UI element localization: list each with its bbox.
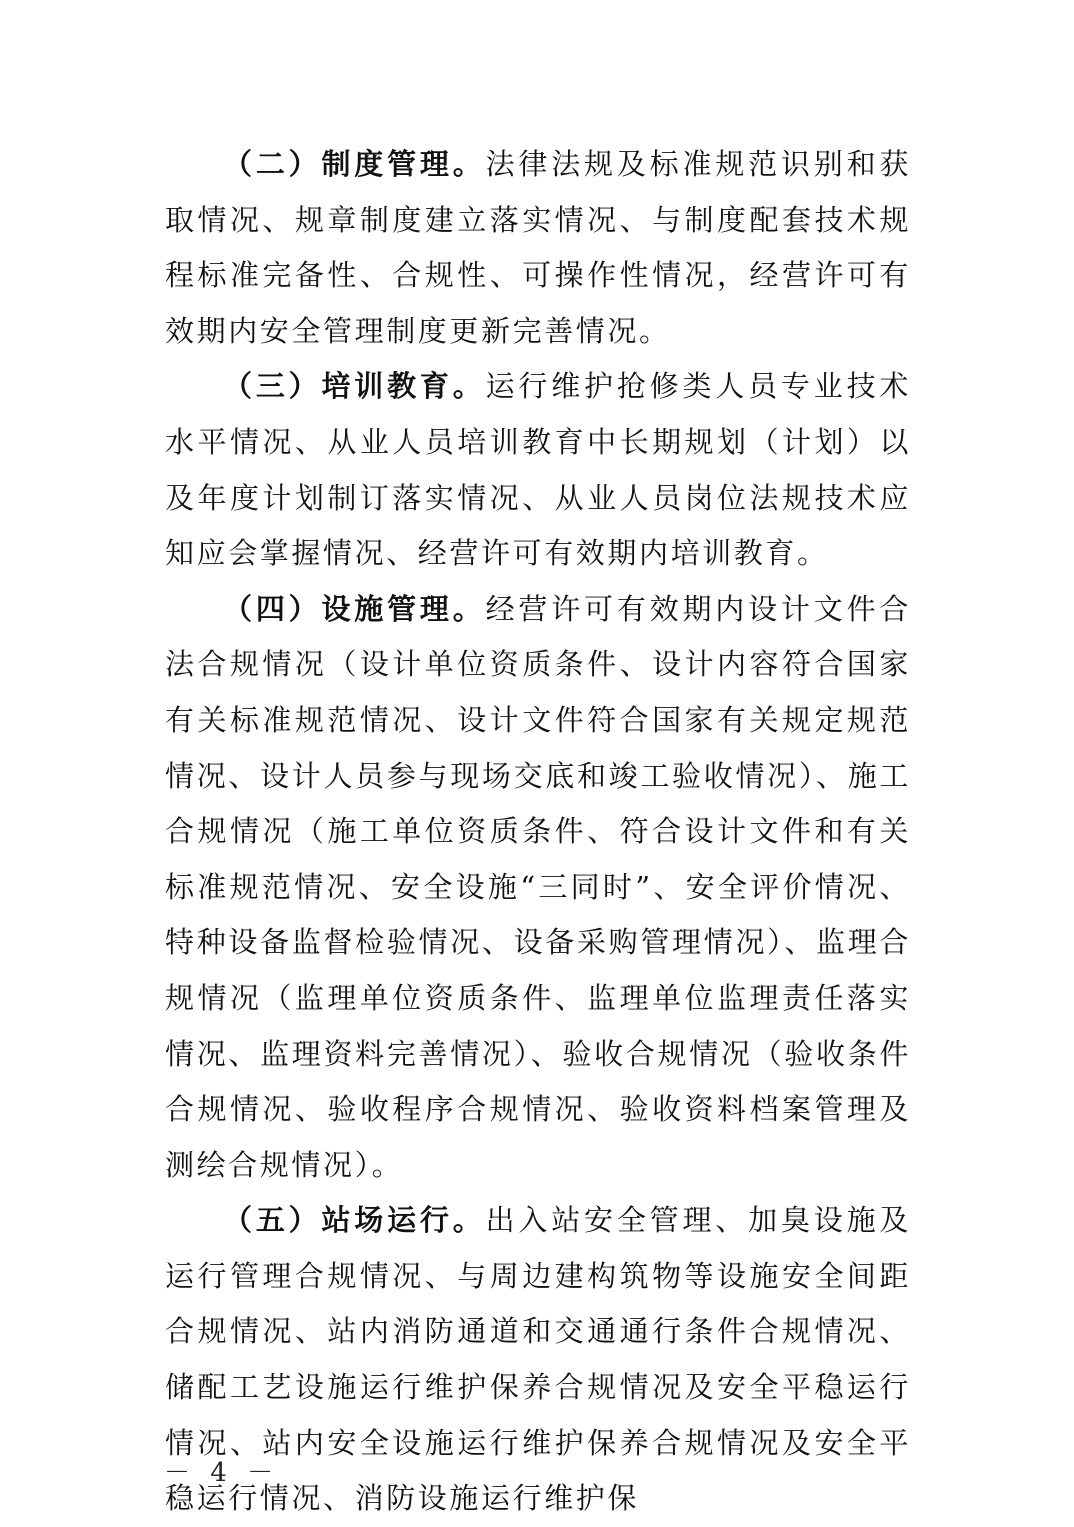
paragraph-institution-management (165, 137, 911, 359)
paragraph-facility-management (165, 582, 911, 1194)
section-text: 出入站安全管理、加臭设施及运行管理合规情况、与周边建构筑物等设施安全间距合规情况、站内消防通道和交通通行条件合规情况、储配工艺设施运行维护保养合规情况及安全平稳运行情况、站内安全设施运行维护保养合规情况及安全平稳运行情况、消防设施运行维护保 (165, 1203, 911, 1516)
page-number: － 4 － (164, 1458, 280, 1488)
section-heading: （五）站场运行。 (223, 1203, 486, 1238)
section-heading: （三）培训教育。 (223, 369, 486, 404)
section-text: 运行维护抢修类人员专业技术水平情况、从业人员培训教育中长期规划（计划）以及年度计划制订落实情况、从业人员岗位法规技术应知应会掌握情况、经营许可有效期内培训教育。 (165, 369, 911, 571)
section-text: 法律法规及标准规范识别和获取情况、规章制度建立落实情况、与制度配套技术规程标准完备性、合规性、可操作性情况，经营许可有效期内安全管理制度更新完善情况。 (165, 147, 911, 348)
section-heading: （四）设施管理。 (223, 591, 486, 626)
paragraph-training-education (165, 359, 911, 581)
document-body (165, 137, 911, 1527)
section-heading: （二）制度管理。 (223, 147, 486, 181)
section-text: 经营许可有效期内设计文件合法合规情况（设计单位资质条件、设计内容符合国家有关标准规范情况、设计文件符合国家有关规定规范情况、设计人员参与现场交底和竣工验收情况）、施工合规情况（施工单位资质条件、符合设计文件和有关标准规范情况、安全设施“三同时”、安全评价情况、特种设备监督检验情况、设备采购管理情况）、监理合规情况（监理单位资质条件、监理单位监理责任落实情况、监理资料完善情况）、验收合规情况（验收条件合规情况、验收程序合规情况、验收资料档案管理及测绘合规情况）。 (165, 591, 911, 1182)
